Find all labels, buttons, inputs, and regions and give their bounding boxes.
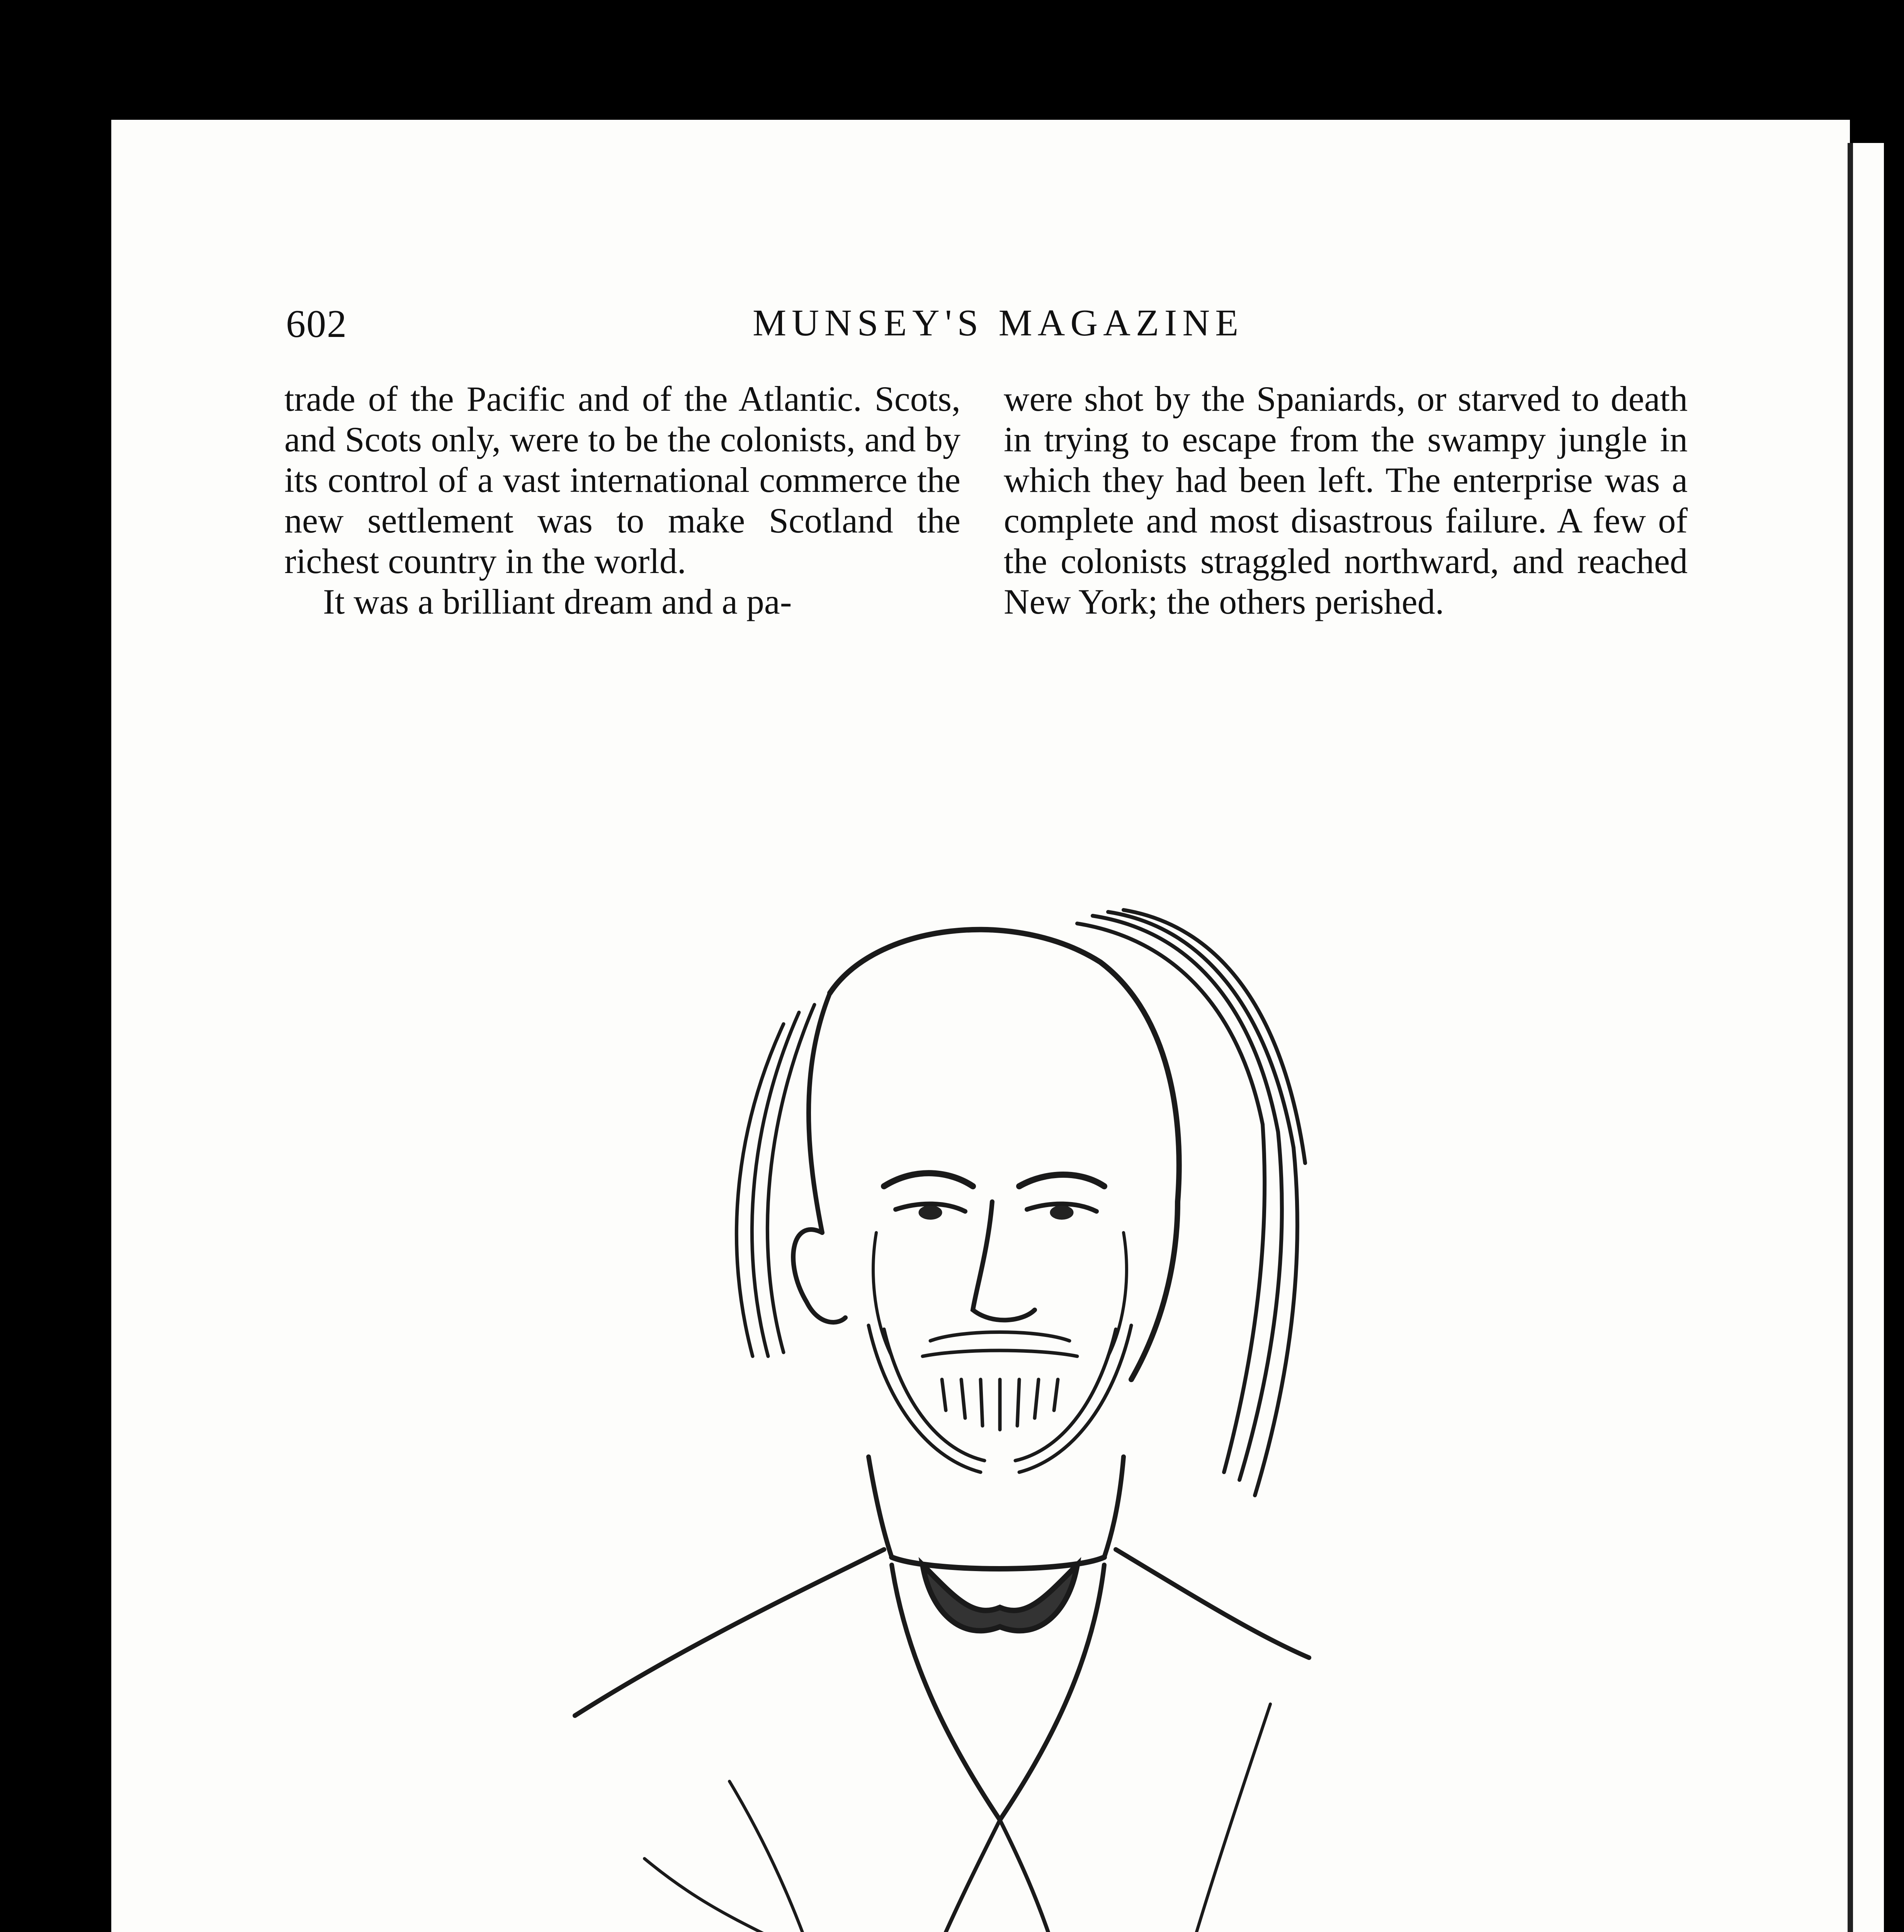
page-header: [111, 301, 1850, 363]
portrait-illustration: [536, 777, 1464, 1932]
paragraph: trade of the Pacific and of the Atlantic. Scots, and Scots only, were to be the colonists, and by its control of a vast international commerce the new settlement was to make Scotland the richest country in the world.: [284, 379, 960, 581]
running-title: MUNSEY'S MAGAZINE: [753, 302, 1244, 344]
page-edge: [1848, 143, 1884, 1932]
top-left-column: [284, 379, 960, 622]
paragraph: were shot by the Spaniards, or starved to death in trying to escape from the swampy jungle in which they had been left. The enterprise was a complete and most disastrous failure. A few of the colonists straggled northward, and reached New York; the others perished.: [1004, 379, 1688, 621]
paragraph: It was a brilliant dream and a pa-: [323, 582, 792, 621]
top-right-column: [1004, 379, 1688, 622]
page-number: 602: [286, 302, 347, 346]
magazine-page: [111, 120, 1850, 1932]
